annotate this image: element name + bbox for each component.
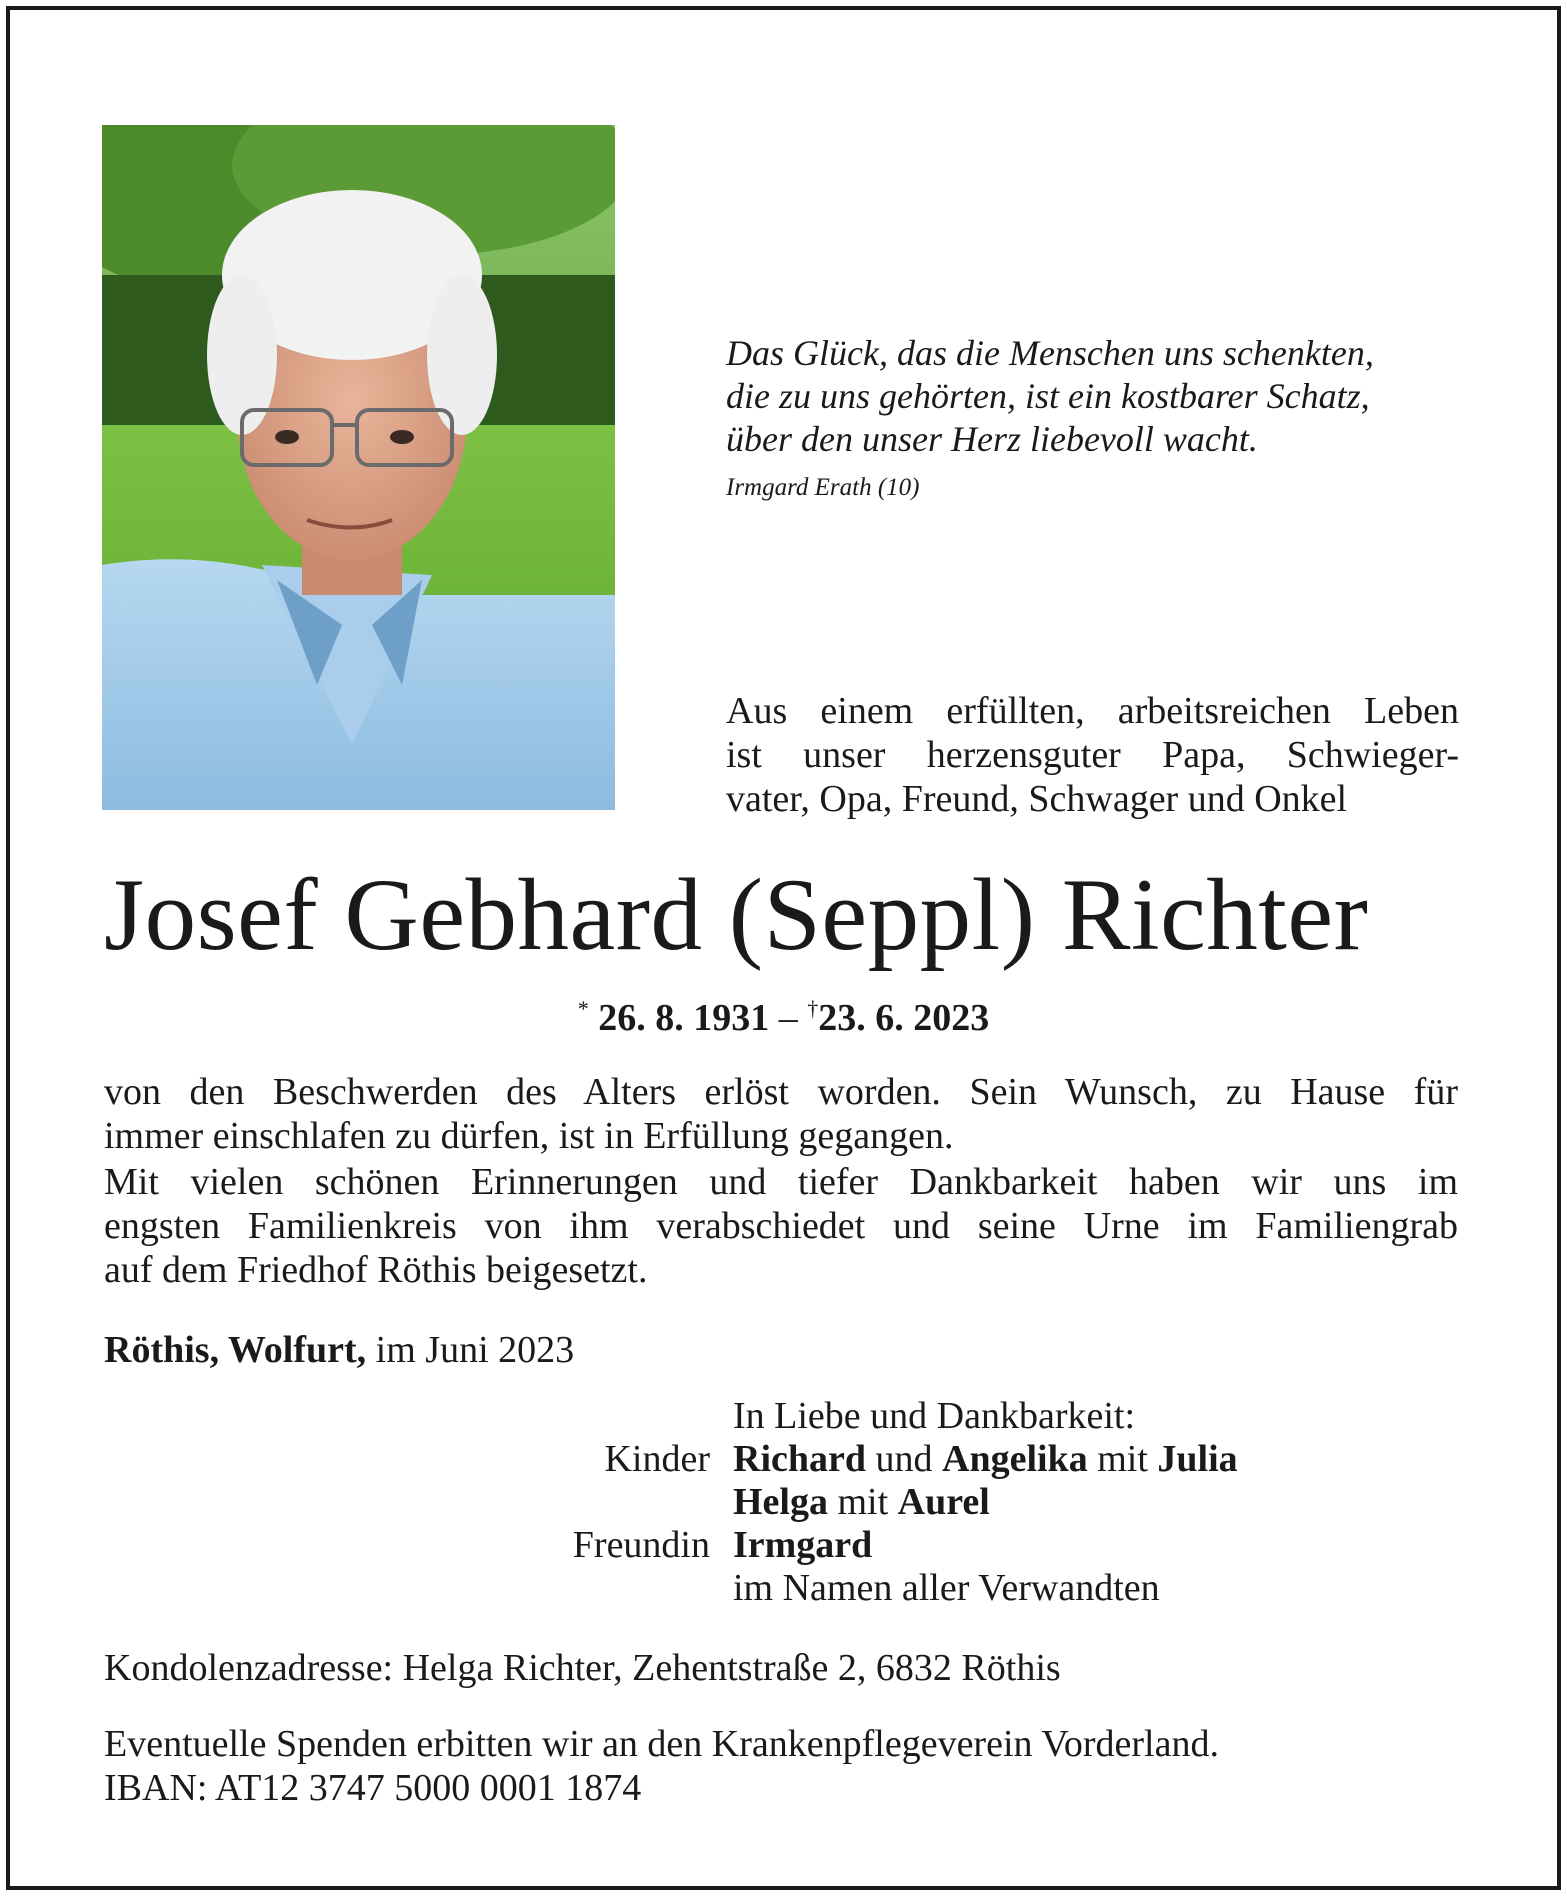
- body-line: von den Beschwerden des Alters erlöst worden. Sein Wunsch, zu Hause für: [104, 1071, 1458, 1113]
- iban-line: IBAN: AT12 3747 5000 0001 1874: [104, 1767, 642, 1809]
- intro-line: Aus einem erfüllten, arbeitsreichen Leben: [726, 690, 1459, 732]
- place-date: im Juni 2023: [375, 1329, 575, 1371]
- body-line: immer einschlafen zu dürfen, ist in Erfüllung gegangen.: [104, 1115, 954, 1157]
- death-date: 23. 6. 2023: [818, 997, 990, 1039]
- children-label: Kinder: [604, 1438, 710, 1480]
- place-and-date: [104, 1328, 574, 1372]
- mourner-name: Irmgard: [733, 1524, 873, 1566]
- mourner-name: Julia: [1157, 1438, 1238, 1480]
- donation-info: [104, 1722, 1219, 1810]
- deceased-name: Josef Gebhard (Seppl) Richter: [104, 858, 1369, 972]
- donation-line: Eventuelle Spenden erbitten wir an den Krankenpflegeverein Vorderland.: [104, 1723, 1219, 1765]
- birth-date: 26. 8. 1931: [598, 997, 770, 1039]
- body-paragraph-2: [104, 1160, 1458, 1292]
- mourner-name: Aurel: [897, 1481, 990, 1523]
- connector-text: und: [875, 1438, 933, 1480]
- intro-line: ist unser herzensguter Papa, Schwieger-: [726, 734, 1459, 776]
- mourner-name: Angelika: [942, 1438, 1088, 1480]
- connector-text: mit: [837, 1481, 889, 1523]
- quote-author: Irmgard Erath (10): [726, 474, 920, 501]
- birth-symbol: *: [577, 996, 589, 1021]
- quote-line: über den unser Herz liebevoll wacht.: [726, 419, 1258, 459]
- life-dates: [0, 996, 1567, 1040]
- friend-line: [733, 1524, 872, 1567]
- body-paragraph-1: [104, 1070, 1458, 1158]
- children-line-2: [733, 1481, 990, 1524]
- mourner-name: Helga: [733, 1481, 828, 1523]
- death-symbol: †: [807, 996, 819, 1021]
- relatives-line: im Namen aller Verwandten: [733, 1567, 1160, 1609]
- quote-line: Das Glück, das die Menschen uns schenkten,: [726, 333, 1374, 373]
- quote-line: die zu uns gehörten, ist ein kostbarer Schatz,: [726, 376, 1370, 416]
- intro-text: [726, 689, 1459, 821]
- connector-text: mit: [1097, 1438, 1148, 1480]
- memorial-quote: [726, 332, 1374, 461]
- friend-label: Freundin: [572, 1524, 710, 1566]
- mourner-name: Richard: [733, 1438, 866, 1480]
- body-line: Mit vielen schönen Erinnerungen und tiefer Dankbarkeit haben wir uns im: [104, 1161, 1458, 1203]
- body-line: engsten Familienkreis von ihm verabschiedet und seine Urne im Familiengrab: [104, 1205, 1458, 1247]
- children-line-1: [733, 1438, 1238, 1481]
- mourners-block: [0, 1395, 1567, 1610]
- portrait-photo: [102, 125, 615, 810]
- date-separator: –: [778, 997, 798, 1039]
- body-line: auf dem Friedhof Röthis beigesetzt.: [104, 1249, 648, 1291]
- condolence-address: Kondolenzadresse: Helga Richter, Zehentstraße 2, 6832 Röthis: [104, 1647, 1061, 1689]
- place-names: Röthis, Wolfurt,: [104, 1329, 367, 1371]
- intro-line: vater, Opa, Freund, Schwager und Onkel: [726, 778, 1348, 820]
- mourners-heading: In Liebe und Dankbarkeit:: [733, 1395, 1136, 1437]
